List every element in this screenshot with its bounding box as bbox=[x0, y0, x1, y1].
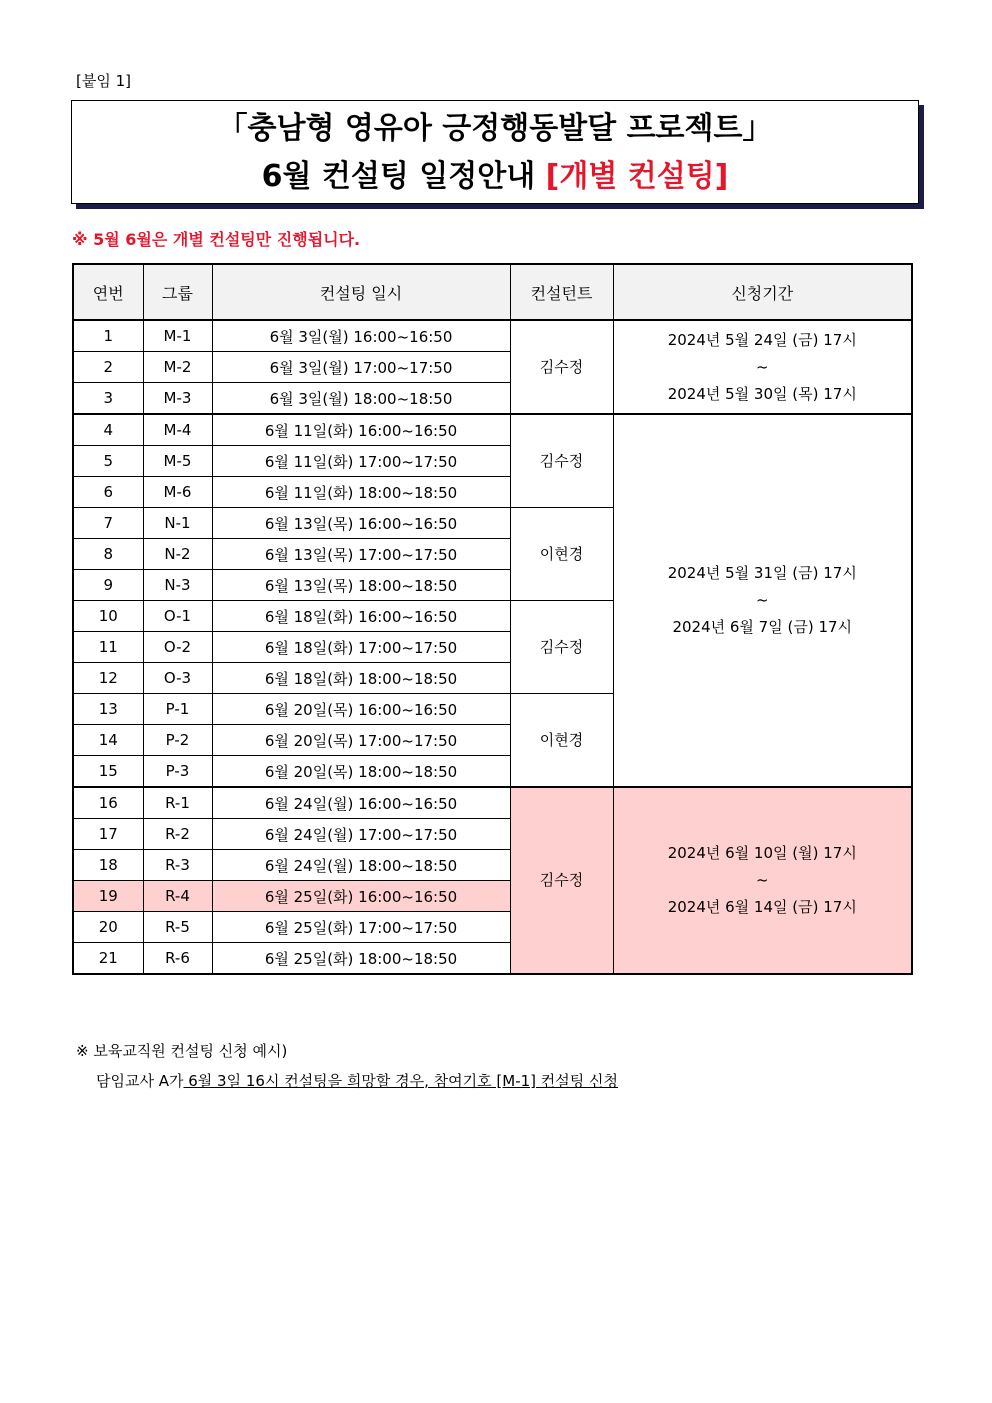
schedule-table bbox=[72, 263, 913, 975]
row-group: M-6 bbox=[143, 477, 212, 508]
row-no: 1 bbox=[73, 320, 143, 352]
row-group: P-3 bbox=[143, 756, 212, 788]
title-line-1: 「충남형 영유아 긍정행동발달 프로젝트」 bbox=[217, 111, 773, 146]
row-datetime: 6월 11일(화) 17:00~17:50 bbox=[212, 446, 510, 477]
title-highlight: [개별 컨설팅] bbox=[545, 159, 729, 194]
period-end: 2024년 6월 14일 (금) 17시 bbox=[667, 898, 857, 916]
row-group: N-2 bbox=[143, 539, 212, 570]
consultant-cell: 김수정 bbox=[510, 414, 613, 508]
row-group: N-1 bbox=[143, 508, 212, 539]
row-group: N-3 bbox=[143, 570, 212, 601]
header-group: 그룹 bbox=[143, 264, 212, 320]
row-datetime: 6월 18일(화) 16:00~16:50 bbox=[212, 601, 510, 632]
row-group: R-5 bbox=[143, 912, 212, 943]
row-no: 17 bbox=[73, 819, 143, 850]
row-no: 9 bbox=[73, 570, 143, 601]
row-no: 16 bbox=[73, 787, 143, 819]
row-no: 13 bbox=[73, 694, 143, 725]
row-no: 10 bbox=[73, 601, 143, 632]
row-datetime: 6월 24일(월) 17:00~17:50 bbox=[212, 819, 510, 850]
row-datetime: 6월 25일(화) 18:00~18:50 bbox=[212, 943, 510, 975]
period-separator: ~ bbox=[755, 357, 769, 376]
row-datetime: 6월 13일(목) 17:00~17:50 bbox=[212, 539, 510, 570]
period-separator: ~ bbox=[755, 871, 769, 889]
row-group: M-2 bbox=[143, 352, 212, 383]
row-group: O-2 bbox=[143, 632, 212, 663]
row-datetime: 6월 18일(화) 18:00~18:50 bbox=[212, 663, 510, 694]
row-group: O-1 bbox=[143, 601, 212, 632]
row-group: R-2 bbox=[143, 819, 212, 850]
row-group: R-4 bbox=[143, 881, 212, 912]
period-separator: ~ bbox=[755, 591, 769, 609]
row-no: 2 bbox=[73, 352, 143, 383]
row-datetime: 6월 20일(목) 18:00~18:50 bbox=[212, 756, 510, 788]
row-datetime: 6월 25일(화) 16:00~16:50 bbox=[212, 881, 510, 912]
row-no: 3 bbox=[73, 383, 143, 415]
row-no: 5 bbox=[73, 446, 143, 477]
row-no: 14 bbox=[73, 725, 143, 756]
consultant-cell: 김수정 bbox=[510, 320, 613, 414]
period-start: 2024년 6월 10일 (월) 17시 bbox=[667, 844, 857, 862]
row-datetime: 6월 24일(월) 18:00~18:50 bbox=[212, 850, 510, 881]
row-group: M-3 bbox=[143, 383, 212, 415]
example-heading: ※ 보육교직원 컨설팅 신청 예시) bbox=[76, 1042, 288, 1060]
period-end: 2024년 6월 7일 (금) 17시 bbox=[672, 618, 853, 636]
example-underlined: 6월 3일 16시 컨설팅을 희망할 경우, 참여기호 [M-1] 컨설팅 신청 bbox=[183, 1072, 619, 1090]
attachment-label: [붙임 1] bbox=[76, 72, 131, 90]
row-group: M-5 bbox=[143, 446, 212, 477]
row-group: M-1 bbox=[143, 320, 212, 352]
row-datetime: 6월 20일(목) 17:00~17:50 bbox=[212, 725, 510, 756]
period-end: 2024년 5월 30일 (목) 17시 bbox=[667, 384, 857, 403]
period-start: 2024년 5월 24일 (금) 17시 bbox=[667, 330, 857, 349]
row-datetime: 6월 13일(목) 16:00~16:50 bbox=[212, 508, 510, 539]
row-group: R-3 bbox=[143, 850, 212, 881]
consultant-cell: 이현경 bbox=[510, 508, 613, 601]
row-no: 19 bbox=[73, 881, 143, 912]
row-no: 11 bbox=[73, 632, 143, 663]
header-datetime: 컨설팅 일시 bbox=[212, 264, 510, 320]
row-no: 15 bbox=[73, 756, 143, 788]
row-datetime: 6월 25일(화) 17:00~17:50 bbox=[212, 912, 510, 943]
row-group: M-4 bbox=[143, 414, 212, 446]
title-main: 6월 컨설팅 일정안내 bbox=[261, 159, 546, 194]
table-row bbox=[73, 320, 912, 352]
period-cell bbox=[613, 414, 912, 787]
consultant-cell: 김수정 bbox=[510, 787, 613, 974]
row-no: 12 bbox=[73, 663, 143, 694]
row-datetime: 6월 20일(목) 16:00~16:50 bbox=[212, 694, 510, 725]
period-start: 2024년 5월 31일 (금) 17시 bbox=[667, 564, 857, 582]
table-row bbox=[73, 414, 912, 446]
row-group: R-6 bbox=[143, 943, 212, 975]
consultant-cell: 이현경 bbox=[510, 694, 613, 788]
row-datetime: 6월 11일(화) 18:00~18:50 bbox=[212, 477, 510, 508]
row-datetime: 6월 18일(화) 17:00~17:50 bbox=[212, 632, 510, 663]
row-group: O-3 bbox=[143, 663, 212, 694]
title-line-2 bbox=[72, 157, 918, 197]
row-datetime: 6월 11일(화) 16:00~16:50 bbox=[212, 414, 510, 446]
notice-text: ※ 5월 6월은 개별 컨설팅만 진행됩니다. bbox=[72, 230, 361, 249]
row-no: 7 bbox=[73, 508, 143, 539]
row-no: 6 bbox=[73, 477, 143, 508]
row-no: 21 bbox=[73, 943, 143, 975]
row-group: R-1 bbox=[143, 787, 212, 819]
row-group: P-2 bbox=[143, 725, 212, 756]
row-datetime: 6월 3일(월) 18:00~18:50 bbox=[212, 383, 510, 415]
example-prefix: 담임교사 A가 bbox=[96, 1072, 184, 1090]
example-text bbox=[96, 1070, 618, 1091]
row-no: 18 bbox=[73, 850, 143, 881]
row-no: 4 bbox=[73, 414, 143, 446]
consultant-cell: 김수정 bbox=[510, 601, 613, 694]
row-datetime: 6월 3일(월) 16:00~16:50 bbox=[212, 320, 510, 352]
row-group: P-1 bbox=[143, 694, 212, 725]
period-cell bbox=[613, 787, 912, 974]
header-no: 연번 bbox=[73, 264, 143, 320]
table-row bbox=[73, 787, 912, 819]
row-datetime: 6월 3일(월) 17:00~17:50 bbox=[212, 352, 510, 383]
row-no: 20 bbox=[73, 912, 143, 943]
row-datetime: 6월 24일(월) 16:00~16:50 bbox=[212, 787, 510, 819]
header-period: 신청기간 bbox=[613, 264, 912, 320]
title-box bbox=[71, 100, 919, 204]
row-datetime: 6월 13일(목) 18:00~18:50 bbox=[212, 570, 510, 601]
header-consultant: 컨설턴트 bbox=[510, 264, 613, 320]
period-cell bbox=[613, 320, 912, 414]
header-row bbox=[73, 264, 912, 320]
row-no: 8 bbox=[73, 539, 143, 570]
